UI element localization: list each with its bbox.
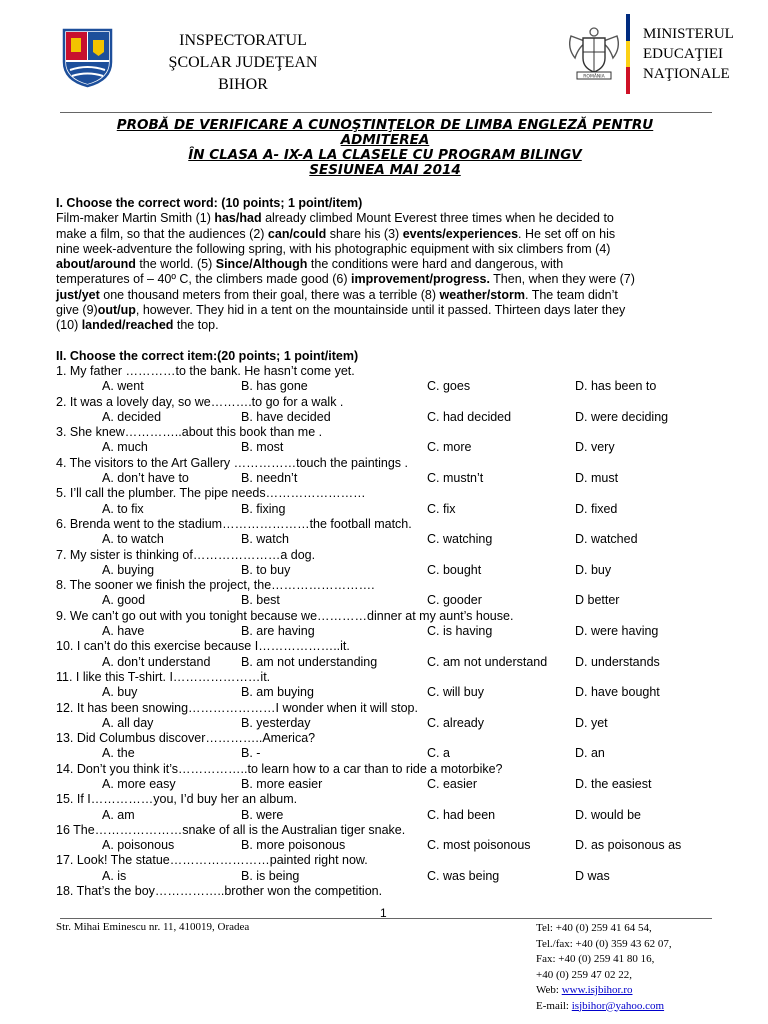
- answer-option: C. watching: [427, 532, 493, 547]
- options-row: [56, 593, 716, 608]
- answer-option: A. much: [102, 440, 148, 455]
- answer-option: B. needn’t: [241, 471, 298, 486]
- question-text: 11. I like this T-shirt. I…………………it.: [56, 669, 271, 684]
- question-text: 17. Look! The statue……………………painted right now.: [56, 853, 368, 868]
- answer-option: B. -: [241, 746, 261, 761]
- passage-text: one thousand meters from their goal, there was a terrible (8): [99, 287, 440, 302]
- passage-text: . He set off on his: [518, 226, 616, 241]
- tricolor-bar: [626, 14, 630, 94]
- answer-choice: has/had: [214, 211, 262, 226]
- passage-line: [56, 227, 716, 242]
- passage-text: Film-maker Martin Smith (1): [56, 211, 215, 226]
- answer-option: D was: [575, 868, 610, 883]
- question-text: 4. The visitors to the Art Gallery ……………touch the paintings .: [56, 455, 409, 470]
- question-text: 9. We can’t go out with you tonight because we…………dinner at my aunt’s house.: [56, 608, 514, 623]
- web-row: [536, 983, 672, 999]
- passage-line: [56, 211, 716, 226]
- answer-option: C. fix: [427, 501, 456, 516]
- ministry-line: MINISTERUL: [643, 26, 734, 42]
- section-1-heading: I. Choose the correct word: (10 points; 1 point/item): [56, 196, 363, 210]
- passage-text: already climbed Mount Everest three times when he decided to: [261, 211, 614, 226]
- passage-text: the world. (5): [135, 257, 216, 272]
- answer-option: A. went: [102, 379, 144, 394]
- passage-text: , however. They hid in a tent on the mountainside until it passed. Thirteen days later they: [135, 303, 626, 318]
- answer-option: B. watch: [241, 532, 289, 547]
- answer-choice: just/yet: [56, 287, 100, 302]
- answer-choice: events/experiences: [402, 226, 519, 241]
- passage-line: [56, 272, 716, 287]
- answer-option: C. bought: [427, 562, 482, 577]
- passage-line: [56, 288, 716, 303]
- answer-option: A. decided: [102, 409, 162, 424]
- passage-text: Then, when they were (7): [489, 272, 635, 287]
- contact-line: Tel./fax: +40 (0) 359 43 62 07,: [536, 937, 672, 950]
- answer-choice: can/could: [267, 226, 327, 241]
- contact-line: +40 (0) 259 47 02 22,: [536, 968, 633, 981]
- answer-option: C. a: [427, 746, 450, 761]
- answer-option: D. must: [575, 471, 619, 486]
- email-label: E-mail:: [536, 999, 572, 1012]
- options-row: [56, 838, 716, 853]
- question-text: 12. It has been snowing…………………I wonder when it will stop.: [56, 700, 418, 715]
- question-text: 18. That’s the boy……………..brother won the competition.: [56, 884, 383, 899]
- answer-option: B. fixing: [241, 501, 286, 516]
- answer-option: A. don’t understand: [102, 654, 211, 669]
- question-text: 7. My sister is thinking of…………………a dog.: [56, 547, 316, 562]
- options-row: [56, 379, 716, 394]
- contact-line: Tel: +40 (0) 259 41 64 54,: [536, 922, 652, 934]
- passage-line: [56, 257, 716, 272]
- options-row: [56, 869, 716, 884]
- footer-divider: [60, 918, 712, 919]
- options-row: [56, 624, 716, 639]
- answer-option: D. very: [575, 440, 615, 455]
- answer-option: B. am not understanding: [241, 654, 378, 669]
- question-text: 1. My father …………to the bank. He hasn’t come yet.: [56, 363, 355, 378]
- passage-text: the top.: [173, 318, 219, 333]
- answer-option: C. mustn’t: [427, 471, 484, 486]
- answer-choice: improvement/progress.: [350, 272, 490, 287]
- exam-title-line: ÎN CLASA A- IX-A LA CLASELE CU PROGRAM BILINGV: [188, 147, 582, 163]
- email-row: [536, 999, 672, 1015]
- answer-option: C. gooder: [427, 593, 482, 608]
- footer-contact: [536, 921, 672, 1014]
- ministry-line: NAŢIONALE: [643, 66, 730, 82]
- answer-option: C. will buy: [427, 685, 484, 700]
- answer-option: C. more: [427, 440, 472, 455]
- inspectorate-line: INSPECTORATUL: [179, 32, 307, 49]
- emblem-ribbon-text: ROMÂNIA: [583, 74, 605, 80]
- answer-option: C. most poisonous: [427, 838, 531, 853]
- options-row: [56, 410, 716, 425]
- question-text: 16 The…………………snake of all is the Australian tiger snake.: [56, 822, 406, 837]
- answer-option: D better: [575, 593, 620, 608]
- answer-option: A. good: [102, 593, 146, 608]
- answer-option: B. to buy: [241, 562, 291, 577]
- answer-option: D. have bought: [575, 685, 660, 700]
- passage-line: [56, 318, 716, 333]
- footer-address: Str. Mihai Eminescu nr. 11, 410019, Oradea: [56, 921, 250, 933]
- exam-title: [60, 118, 710, 178]
- website-link[interactable]: www.isjbihor.ro: [561, 984, 633, 996]
- answer-option: D. yet: [575, 715, 608, 730]
- answer-option: D. has been to: [575, 379, 657, 394]
- answer-option: A. buying: [102, 562, 155, 577]
- answer-option: D. as poisonous as: [575, 838, 682, 853]
- question-text: 6. Brenda went to the stadium…………………the football match.: [56, 516, 412, 531]
- passage-text: temperatures of – 40º C, the climbers made good (6): [56, 272, 351, 287]
- answer-choice: landed/reached: [81, 318, 174, 333]
- answer-option: D. fixed: [575, 501, 618, 516]
- answer-option: B. were: [241, 807, 284, 822]
- exam-title-line: ADMITEREA: [340, 132, 430, 148]
- answer-option: A. to fix: [102, 501, 144, 516]
- romania-coat-of-arms-icon: [565, 22, 623, 80]
- options-row: [56, 471, 716, 486]
- answer-option: D. watched: [575, 532, 638, 547]
- question-text: 2. It was a lovely day, so we……….to go for a walk .: [56, 394, 344, 409]
- answer-option: B. best: [241, 593, 280, 608]
- answer-choice: out/up: [97, 303, 136, 318]
- answer-option: B. more easier: [241, 776, 323, 791]
- options-row: [56, 808, 716, 823]
- answer-option: A. more easy: [102, 776, 176, 791]
- section-2-questions: [56, 364, 716, 899]
- answer-option: D. the easiest: [575, 776, 652, 791]
- answer-option: C. had decided: [427, 409, 512, 424]
- options-row: [56, 746, 716, 761]
- inspectorate-name: [118, 30, 368, 96]
- answer-option: D. understands: [575, 654, 660, 669]
- answer-option: C. is having: [427, 624, 493, 639]
- answer-option: B. has gone: [241, 379, 308, 394]
- answer-choice: weather/storm: [439, 287, 525, 302]
- web-label: Web:: [536, 984, 562, 996]
- answer-option: A. am: [102, 807, 135, 822]
- email-link[interactable]: isjbihor@yahoo.com: [571, 999, 665, 1012]
- passage-text: (10): [56, 318, 82, 333]
- question-text: 13. Did Columbus discover…………..America?: [56, 731, 316, 746]
- answer-option: A. to watch: [102, 532, 164, 547]
- exam-title-line: SESIUNEA MAI 2014: [309, 162, 461, 178]
- answer-option: B. am buying: [241, 685, 314, 700]
- answer-option: A. buy: [102, 685, 138, 700]
- answer-option: D. were having: [575, 624, 659, 639]
- answer-option: B. have decided: [241, 409, 331, 424]
- answer-option: C. goes: [427, 379, 471, 394]
- answer-option: A. have: [102, 624, 145, 639]
- answer-option: D. were deciding: [575, 409, 669, 424]
- options-row: [56, 502, 716, 517]
- contact-line: Fax: +40 (0) 259 41 80 16,: [536, 953, 655, 965]
- passage-text: give (9): [56, 303, 98, 318]
- question-text: 10. I can’t do this exercise because I………………..it.: [56, 639, 350, 654]
- county-crest-icon: [60, 26, 115, 88]
- question-text: 8. The sooner we finish the project, the…………………….: [56, 578, 375, 593]
- question-text: 5. I’ll call the plumber. The pipe needs……………………: [56, 486, 366, 501]
- answer-option: D. would be: [575, 807, 642, 822]
- answer-option: A. the: [102, 746, 135, 761]
- page-number: 1: [380, 906, 387, 920]
- ministry-line: EDUCAŢIEI: [643, 46, 723, 62]
- answer-option: C. easier: [427, 776, 478, 791]
- passage-line: [56, 242, 716, 257]
- question-text: 14. Don’t you think it’s……………..to learn how to a car than to ride a motorbike?: [56, 761, 503, 776]
- answer-choice: about/around: [56, 257, 136, 272]
- passage-text: nine week-adventure the following spring, with his photographic equipment with six climbers from (4): [56, 241, 611, 256]
- answer-option: B. yesterday: [241, 715, 311, 730]
- options-row: [56, 440, 716, 455]
- passage-text: share his (3): [326, 226, 403, 241]
- ministry-name: [643, 24, 763, 84]
- answer-option: A. is: [102, 868, 127, 883]
- question-text: 15. If I……………you, I’d buy her an album.: [56, 792, 298, 807]
- answer-option: C. already: [427, 715, 484, 730]
- answer-option: A. poisonous: [102, 838, 175, 853]
- answer-option: C. had been: [427, 807, 496, 822]
- passage-text: make a film, so that the audiences (2): [56, 226, 268, 241]
- section-gap: [56, 334, 716, 349]
- letterhead: [0, 0, 768, 114]
- answer-option: B. are having: [241, 624, 315, 639]
- answer-choice: Since/Although: [215, 257, 308, 272]
- question-text: 3. She knew…………..about this book than me .: [56, 425, 323, 440]
- answer-option: D. buy: [575, 562, 612, 577]
- passage-text: the conditions were hard and dangerous, with: [307, 257, 564, 272]
- passage-line: [56, 303, 716, 318]
- inspectorate-line: ŞCOLAR JUDEŢEAN: [168, 54, 318, 71]
- exam-content: [56, 196, 716, 899]
- answer-option: A. don’t have to: [102, 471, 189, 486]
- section-2-heading: II. Choose the correct item:(20 points; 1 point/item): [56, 348, 359, 363]
- options-row: [56, 777, 716, 792]
- answer-option: C. am not understand: [427, 654, 548, 669]
- passage-text: . The team didn’t: [524, 287, 618, 302]
- options-row: [56, 716, 716, 731]
- answer-option: B. is being: [241, 868, 300, 883]
- answer-option: C. was being: [427, 868, 500, 883]
- options-row: [56, 532, 716, 547]
- options-row: [56, 685, 716, 700]
- answer-option: B. most: [241, 440, 284, 455]
- header-divider: [60, 112, 712, 113]
- answer-option: A. all day: [102, 715, 154, 730]
- answer-option: D. an: [575, 746, 605, 761]
- answer-option: B. more poisonous: [241, 838, 346, 853]
- inspectorate-line: BIHOR: [218, 76, 268, 93]
- options-row: [56, 655, 716, 670]
- section-1-passage: [56, 211, 716, 333]
- exam-title-line: PROBĂ DE VERIFICARE A CUNOŞTINŢELOR DE LIMBA ENGLEZĂ PENTRU: [116, 117, 654, 133]
- options-row: [56, 563, 716, 578]
